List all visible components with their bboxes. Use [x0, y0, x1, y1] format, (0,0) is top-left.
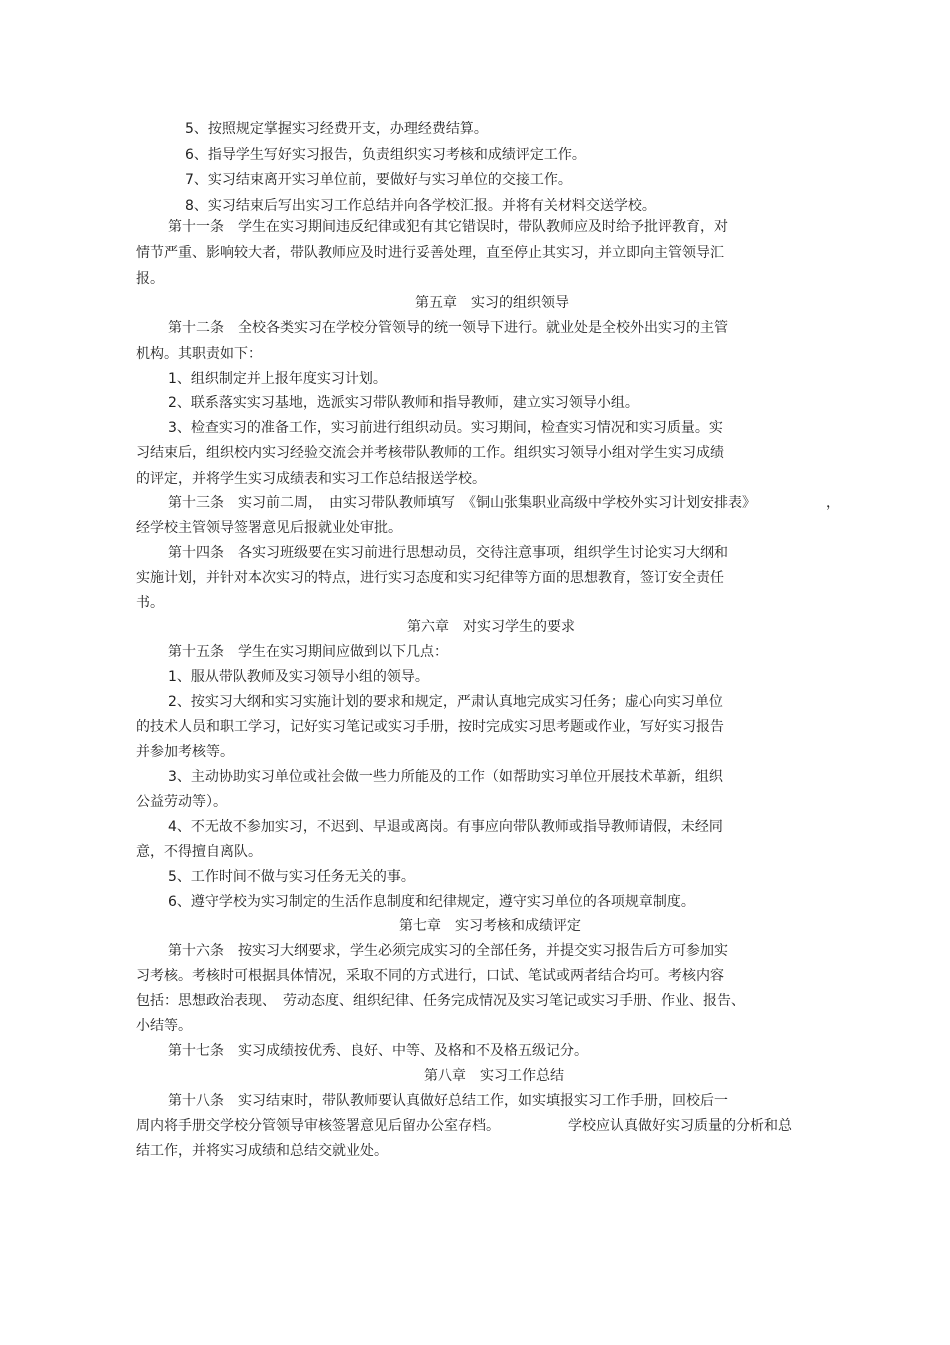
chapter-8-heading: 第八章 实习工作总结: [424, 1068, 564, 1084]
text-line: 包括：思想政治表现、 劳动态度、组织纪律、任务完成情况及实习笔记或实习手册、作业、报告、: [136, 993, 745, 1009]
text-line: 1、组织制定并上报年度实习计划。: [168, 371, 387, 387]
text-line: 机构。其职责如下：: [136, 346, 262, 362]
text-line: 书。: [136, 595, 164, 611]
text-line: 情节严重、影响较大者，带队教师应及时进行妥善处理，直至停止其实习，并立即向主管领导汇: [136, 245, 724, 261]
text-line: 6、遵守学校为实习制定的生活作息制度和纪律规定，遵守实习单位的各项规章制度。: [168, 894, 695, 910]
text-line: 2、按实习大纲和实习实施计划的要求和规定，严肃认真地完成实习任务；虚心向实习单位: [168, 694, 723, 710]
article-17: 第十七条 实习成绩按优秀、良好、中等、及格和不及格五级记分。: [168, 1043, 588, 1059]
text-line: 报。: [136, 271, 164, 287]
text-line: 5、按照规定掌握实习经费开支，办理经费结算。: [185, 121, 488, 137]
text-line: 习结束后，组织校内实习经验交流会并考核带队教师的工作。组织实习领导小组对学生实习成绩: [136, 445, 724, 461]
chapter-5-heading: 第五章 实习的组织领导: [415, 295, 569, 311]
article-12: 第十二条 全校各类实习在学校分管领导的统一领导下进行。就业处是全校外出实习的主管: [168, 320, 728, 336]
text-line: 学校应认真做好实习质量的分析和总: [568, 1118, 792, 1134]
chapter-6-heading: 第六章 对实习学生的要求: [407, 619, 575, 635]
text-line: 习考核。考核时可根据具体情况，采取不同的方式进行，口试、笔试或两者结合均可。考核内容: [136, 968, 724, 984]
text-line: 5、工作时间不做与实习任务无关的事。: [168, 869, 415, 885]
text-line: 实施计划，并针对本次实习的特点，进行实习态度和实习纪律等方面的思想教育，签订安全责任: [136, 570, 724, 586]
text-line: 8、实习结束后写出实习工作总结并向各学校汇报。并将有关材料交送学校。: [185, 198, 656, 214]
article-18: 第十八条 实习结束时，带队教师要认真做好总结工作，如实填报实习工作手册，回校后一: [168, 1093, 728, 1109]
text-line: 小结等。: [136, 1018, 192, 1034]
text-line: 的评定，并将学生实习成绩表和实习工作总结报送学校。: [136, 471, 486, 487]
text-line: 2、联系落实实习基地，选派实习带队教师和指导教师，建立实习领导小组。: [168, 395, 639, 411]
article-15: 第十五条 学生在实习期间应做到以下几点：: [168, 644, 448, 660]
text-line: 3、主动协助实习单位或社会做一些力所能及的工作（如帮助实习单位开展技术革新，组织: [168, 769, 723, 785]
text-line: 意，不得擅自离队。: [136, 844, 262, 860]
text-line: 1、服从带队教师及实习领导小组的领导。: [168, 669, 429, 685]
text-line: 7、实习结束离开实习单位前，要做好与实习单位的交接工作。: [185, 172, 572, 188]
text-line: 经学校主管领导签署意见后报就业处审批。: [136, 520, 402, 536]
article-11: 第十一条 学生在实习期间违反纪律或犯有其它错误时，带队教师应及时给予批评教育，对: [168, 219, 728, 235]
text-line: 结工作，并将实习成绩和总结交就业处。: [136, 1143, 388, 1159]
chapter-7-heading: 第七章 实习考核和成绩评定: [399, 918, 581, 934]
text-line: 并参加考核等。: [136, 744, 234, 760]
article-13: 第十三条 实习前二周， 由实习带队教师填写 《铜山张集职业高级中学校外实习计划安排表》: [168, 495, 756, 511]
text-line: 4、不无故不参加实习，不迟到、早退或离岗。有事应向带队教师或指导教师请假，未经同: [168, 819, 723, 835]
article-14: 第十四条 各实习班级要在实习前进行思想动员，交待注意事项，组织学生讨论实习大纲和: [168, 545, 728, 561]
text-line: 公益劳动等）。: [136, 794, 227, 810]
text-line: 6、指导学生写好实习报告，负责组织实习考核和成绩评定工作。: [185, 147, 586, 163]
text-line: 周内将手册交学校分管领导审核签署意见后留办公室存档。: [136, 1118, 500, 1134]
text-line: 3、检查实习的准备工作，实习前进行组织动员。实习期间，检查实习情况和实习质量。实: [168, 420, 723, 436]
text-line: 的技术人员和职工学习，记好实习笔记或实习手册，按时完成实习思考题或作业，写好实习报告: [136, 719, 724, 735]
article-16: 第十六条 按实习大纲要求，学生必须完成实习的全部任务，并提交实习报告后方可参加实: [168, 943, 728, 959]
text-line: ，: [826, 495, 840, 511]
